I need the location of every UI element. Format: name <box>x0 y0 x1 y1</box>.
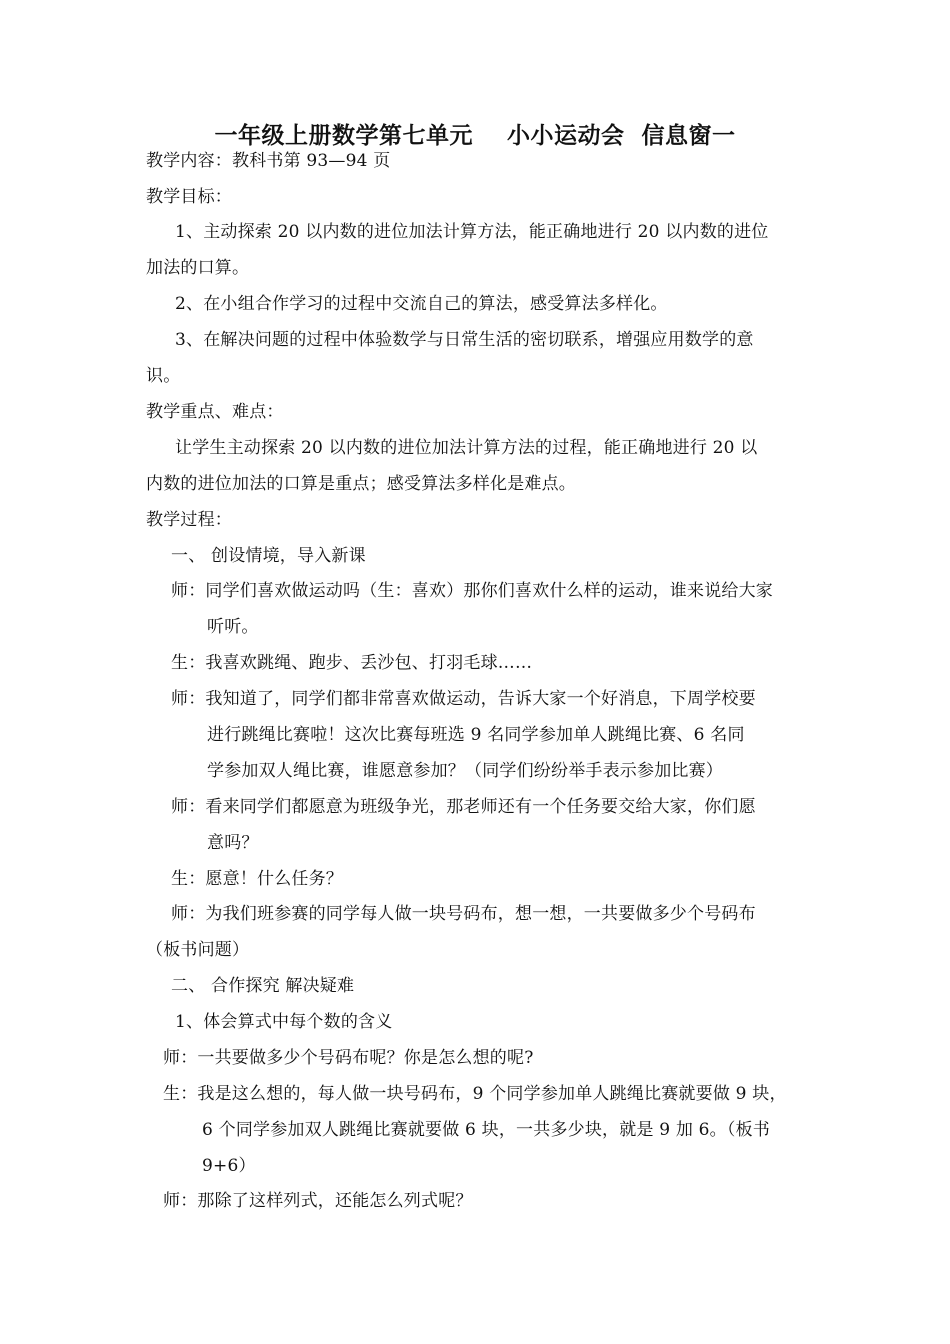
dialogue-teacher-3-line-2: 意吗？ <box>207 833 259 853</box>
section-1-heading: 一、 创设情境，导入新课 <box>171 546 366 566</box>
dialogue-student-1: 生：我喜欢跳绳、跑步、丢沙包、打羽毛球…… <box>171 653 533 673</box>
dialogue-teacher-4-line-2: （板书问题） <box>146 940 250 960</box>
heading-teaching-process: 教学过程： <box>146 510 232 530</box>
dialogue-student-2: 生：愿意！什么任务？ <box>171 869 343 889</box>
goal-3-line-1: 3、在解决问题的过程中体验数学与日常生活的密切联系，增强应用数学的意 <box>175 330 754 350</box>
document-title: 一年级上册数学第七单元 小小运动会 信息窗一 <box>214 123 736 149</box>
goal-1-line-2: 加法的口算。 <box>146 258 250 278</box>
dialogue-student-3-line-1: 生：我是这么想的，每人做一块号码布，9 个同学参加单人跳绳比赛就要做 9 块， <box>163 1084 787 1104</box>
subsection-1-heading: 1、体会算式中每个数的含义 <box>175 1012 393 1032</box>
dialogue-teacher-1-line-2: 听听。 <box>207 617 259 637</box>
dialogue-teacher-2-line-3: 学参加双人绳比赛，谁愿意参加？（同学们纷纷举手表示参加比赛） <box>207 761 723 781</box>
dialogue-teacher-5: 师：一共要做多少个号码布呢？你是怎么想的呢? <box>163 1048 534 1068</box>
dialogue-student-3-line-2: 6 个同学参加双人跳绳比赛就要做 6 块，一共多少块，就是 9 加 6。（板书 <box>202 1120 770 1140</box>
teaching-content: 教学内容：教科书第 93—94 页 <box>146 151 391 171</box>
key-points-line-1: 让学生主动探索 20 以内数的进位加法计算方法的过程，能正确地进行 20 以 <box>175 438 758 458</box>
dialogue-teacher-1-line-1: 师：同学们喜欢做运动吗（生：喜欢）那你们喜欢什么样的运动，谁来说给大家 <box>171 581 773 601</box>
dialogue-student-3-line-3: 9+6） <box>202 1156 256 1176</box>
heading-key-points: 教学重点、难点： <box>146 402 284 422</box>
heading-teaching-goals: 教学目标： <box>146 187 232 207</box>
goal-1-line-1: 1、主动探索 20 以内数的进位加法计算方法，能正确地进行 20 以内数的进位 <box>175 222 769 242</box>
goal-2: 2、在小组合作学习的过程中交流自己的算法，感受算法多样化。 <box>175 294 668 314</box>
goal-3-line-2: 识。 <box>146 366 181 386</box>
dialogue-teacher-3-line-1: 师：看来同学们都愿意为班级争光，那老师还有一个任务要交给大家，你们愿 <box>171 797 756 817</box>
section-2-heading: 二、 合作探究 解决疑难 <box>171 976 355 996</box>
dialogue-teacher-6: 师：那除了这样列式，还能怎么列式呢？ <box>163 1191 473 1211</box>
dialogue-teacher-2-line-1: 师：我知道了，同学们都非常喜欢做运动，告诉大家一个好消息，下周学校要 <box>171 689 756 709</box>
key-points-line-2: 内数的进位加法的口算是重点；感受算法多样化是难点。 <box>146 474 576 494</box>
dialogue-teacher-2-line-2: 进行跳绳比赛啦！这次比赛每班选 9 名同学参加单人跳绳比赛、6 名同 <box>207 725 745 745</box>
dialogue-teacher-4-line-1: 师：为我们班参赛的同学每人做一块号码布，想一想，一共要做多少个号码布 <box>171 904 756 924</box>
